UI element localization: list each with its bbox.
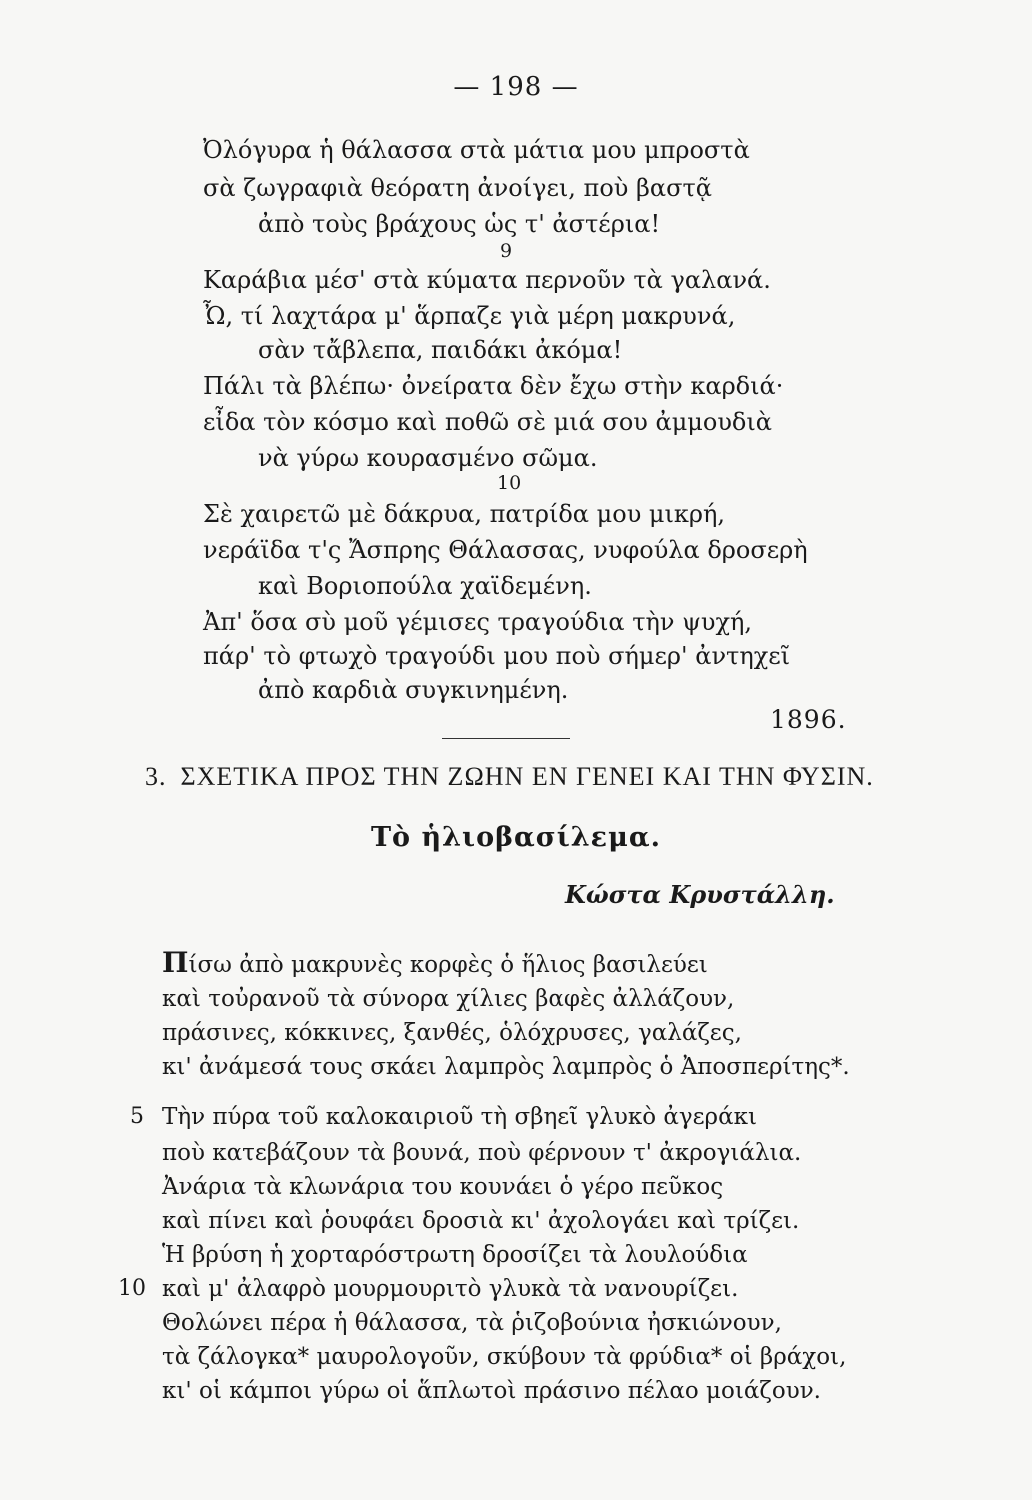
poem-line: καὶ Βοριοπούλα χαϊδεμένη.: [258, 572, 592, 600]
poem-line: Πάλι τὰ βλέπω· ὀνείρατα δὲν ἔχω στὴν καρδιά·: [203, 372, 784, 400]
poem-line: Ἀπ' ὅσα σὺ μοῦ γέμισες τραγούδια τὴν ψυχή,: [203, 608, 753, 636]
poem-line: κι' ἀνάμεσά τους σκάει λαμπρὸς λαμπρὸς ὁ Ἀποσπερίτης*.: [162, 1054, 850, 1080]
poem-line: καὶ μ' ἀλαφρὸ μουρμουριτὸ γλυκὰ τὰ νανουρίζει.: [162, 1276, 739, 1302]
drop-cap: Π: [162, 946, 189, 979]
poem-line: καὶ πίνει καὶ ῥουφάει δροσιὰ κι' ἀχολογάει καὶ τρίζει.: [162, 1208, 800, 1234]
poem-line: πάρ' τὸ φτωχὸ τραγούδι μου ποὺ σήμερ' ἀντηχεῖ: [203, 642, 791, 670]
line-number: 10: [118, 1276, 146, 1301]
divider: [442, 738, 570, 739]
poem-line: Ἀνάρια τὰ κλωνάρια του κουνάει ὁ γέρο πεῦκος: [162, 1174, 724, 1200]
poem-line: εἶδα τὸν κόσμο καὶ ποθῶ σὲ μιά σου ἀμμουδιὰ: [203, 408, 772, 436]
poem-line: τὰ ζάλογκα* μαυρολογοῦν, σκύβουν τὰ φρύδια* οἱ βράχοι,: [162, 1344, 847, 1370]
poem-line: Θολώνει πέρα ἡ θάλασσα, τὰ ῥιζοβούνια ἠσκιώνουν,: [162, 1310, 782, 1336]
poem-line: Σὲ χαιρετῶ μὲ δάκρυα, πατρίδα μου μικρή,: [203, 500, 726, 528]
poem-line: Ἡ βρύση ἡ χορταρόστρωτη δροσίζει τὰ λουλούδια: [162, 1242, 748, 1268]
poem-line: ποὺ κατεβάζουν τὰ βουνά, ποὺ φέρνουν τ' ἀκρογιάλια.: [162, 1140, 802, 1166]
poem-line: κι' οἱ κάμποι γύρω οἱ ἅπλωτοὶ πράσινο πέλαο μοιάζουν.: [162, 1378, 821, 1404]
poem-title: Τὸ ἡλιοβασίλεμα.: [370, 822, 662, 853]
poem-line: σὰν τἄβλεπα, παιδάκι ἀκόμα!: [258, 336, 623, 364]
poem-line-text: ίσω ἀπὸ μακρυνὲς κορφὲς ὁ ἥλιος βασιλεύει: [188, 952, 708, 978]
poem-line: σὰ ζωγραφιὰ θεόρατη ἀνοίγει, ποὺ βαστᾷ: [203, 174, 712, 202]
poem-line: Ὀλόγυρα ἡ θάλασσα στὰ μάτια μου μπροστὰ: [203, 136, 750, 164]
stanza-number: 9: [500, 240, 513, 262]
poem-line: ἀπὸ τοὺς βράχους ὡς τ' ἀστέρια!: [258, 210, 661, 238]
line-number: 5: [130, 1104, 144, 1129]
poem-line: νεράϊδα τ'ς Ἄσπρης Θάλασσας, νυφούλα δροσερὴ: [203, 536, 808, 564]
poem-line: ἀπὸ καρδιὰ συγκινημένη.: [258, 676, 569, 704]
page-number: — 198 —: [453, 72, 579, 102]
poem-line: νὰ γύρω κουρασμένο σῶμα.: [258, 444, 598, 472]
poem-author: Κώστα Κρυστάλλη.: [565, 880, 835, 909]
section-heading: [145, 762, 874, 792]
poem-line: Καράβια μέσ' στὰ κύματα περνοῦν τὰ γαλανά.: [203, 266, 771, 294]
section-title: ΣΧΕΤΙΚΑ ΠΡΟΣ ΤΗΝ ΖΩΗΝ ΕΝ ΓΕΝΕΙ ΚΑΙ ΤΗΝ ΦΥΣΙΝ.: [180, 762, 874, 791]
poem-line: Τὴν πύρα τοῦ καλοκαιριοῦ τὴ σβηεῖ γλυκὸ ἀγεράκι: [162, 1104, 757, 1130]
stanza-number: 10: [497, 472, 522, 494]
poem-line: Ὦ, τί λαχτάρα μ' ἅρπαζε γιὰ μέρη μακρυνά,: [203, 302, 736, 330]
poem-line: πράσινες, κόκκινες, ξανθές, ὁλόχρυσες, γαλάζες,: [162, 1020, 742, 1046]
section-number: 3.: [145, 762, 167, 791]
poem-year: 1896.: [770, 705, 847, 734]
poem-line: καὶ τοὐρανοῦ τὰ σύνορα χίλιες βαφὲς ἀλλάζουν,: [162, 986, 735, 1012]
poem-line: [162, 948, 708, 980]
